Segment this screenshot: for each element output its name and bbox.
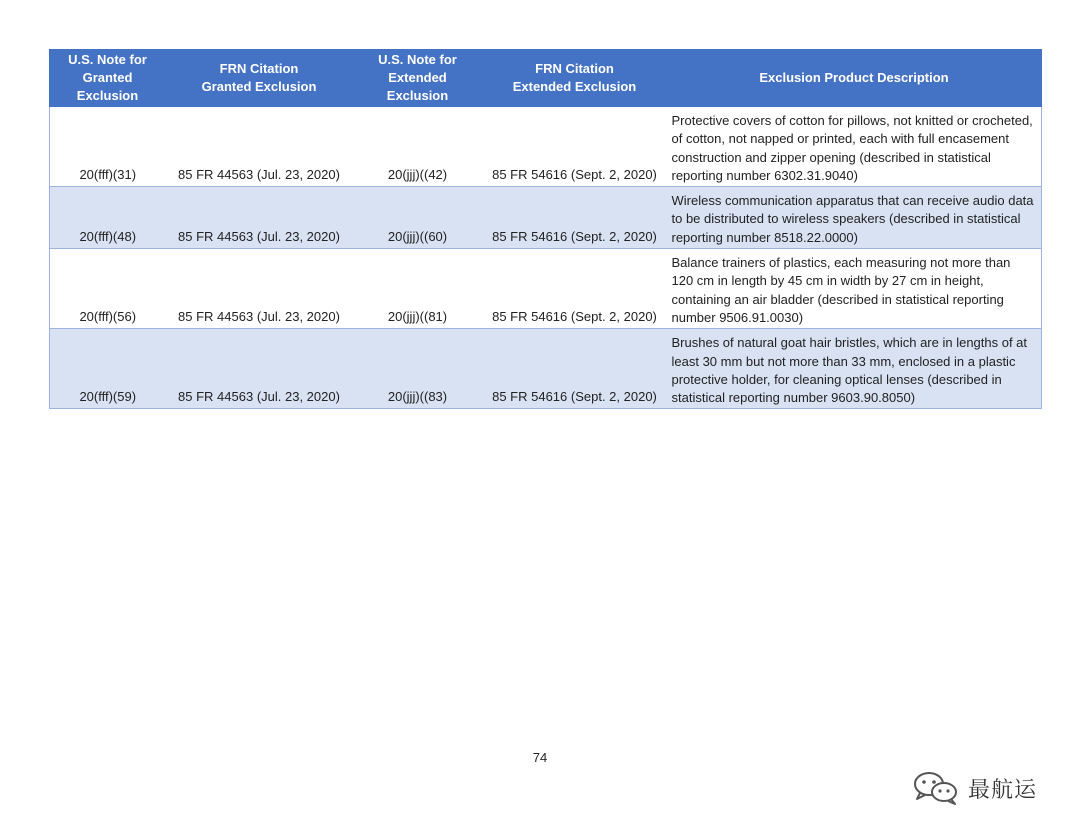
- cell-frn-granted: 85 FR 44563 (Jul. 23, 2020): [166, 187, 353, 249]
- watermark-text: 最航运: [968, 776, 1038, 802]
- cell-note-extended: 20(jjj)((81): [353, 249, 483, 329]
- cell-description: Wireless communication apparatus that can receive audio data to be distributed to wireless speakers (described in statistical reporting number 8518.22.0000): [667, 187, 1042, 249]
- cell-note-extended: 20(jjj)((42): [353, 107, 483, 187]
- header-description: Exclusion Product Description: [667, 50, 1042, 107]
- header-note-granted: U.S. Note for Granted Exclusion: [50, 50, 166, 107]
- table-row: [50, 329, 1042, 409]
- exclusion-table: [49, 49, 1042, 409]
- cell-frn-granted: 85 FR 44563 (Jul. 23, 2020): [166, 249, 353, 329]
- watermark: [912, 770, 1037, 806]
- cell-frn-extended: 85 FR 54616 (Sept. 2, 2020): [483, 249, 667, 329]
- cell-note-granted: 20(fff)(56): [50, 249, 166, 329]
- cell-frn-extended: 85 FR 54616 (Sept. 2, 2020): [483, 187, 667, 249]
- table-row: [50, 187, 1042, 249]
- cell-note-granted: 20(fff)(31): [50, 107, 166, 187]
- table-row: [50, 249, 1042, 329]
- table-row: [50, 107, 1042, 187]
- header-frn-extended: FRN Citation Extended Exclusion: [483, 50, 667, 107]
- cell-note-extended: 20(jjj)((60): [353, 187, 483, 249]
- wechat-icon: [912, 770, 960, 806]
- table-header-row: [50, 50, 1042, 107]
- header-frn-granted: FRN Citation Granted Exclusion: [166, 50, 353, 107]
- page-number: 74: [532, 750, 548, 765]
- cell-description: Balance trainers of plastics, each measuring not more than 120 cm in length by 45 cm in width by 27 cm in height, containing an air bladder (described in statistical reporting number 9506.91.0030): [667, 249, 1042, 329]
- cell-description: Protective covers of cotton for pillows, not knitted or crocheted, of cotton, not napped or printed, each with full encasement construction and zipper opening (described in statistical reporting number 6302.31.9040): [667, 107, 1042, 187]
- cell-frn-granted: 85 FR 44563 (Jul. 23, 2020): [166, 107, 353, 187]
- cell-frn-extended: 85 FR 54616 (Sept. 2, 2020): [483, 107, 667, 187]
- cell-frn-granted: 85 FR 44563 (Jul. 23, 2020): [166, 329, 353, 409]
- cell-frn-extended: 85 FR 54616 (Sept. 2, 2020): [483, 329, 667, 409]
- header-note-extended: U.S. Note for Extended Exclusion: [353, 50, 483, 107]
- cell-description: Brushes of natural goat hair bristles, which are in lengths of at least 30 mm but not more than 33 mm, enclosed in a plastic protective holder, for cleaning optical lenses (described in statistical reporting number 9603.90.8050): [667, 329, 1042, 409]
- cell-note-granted: 20(fff)(59): [50, 329, 166, 409]
- cell-note-granted: 20(fff)(48): [50, 187, 166, 249]
- cell-note-extended: 20(jjj)((83): [353, 329, 483, 409]
